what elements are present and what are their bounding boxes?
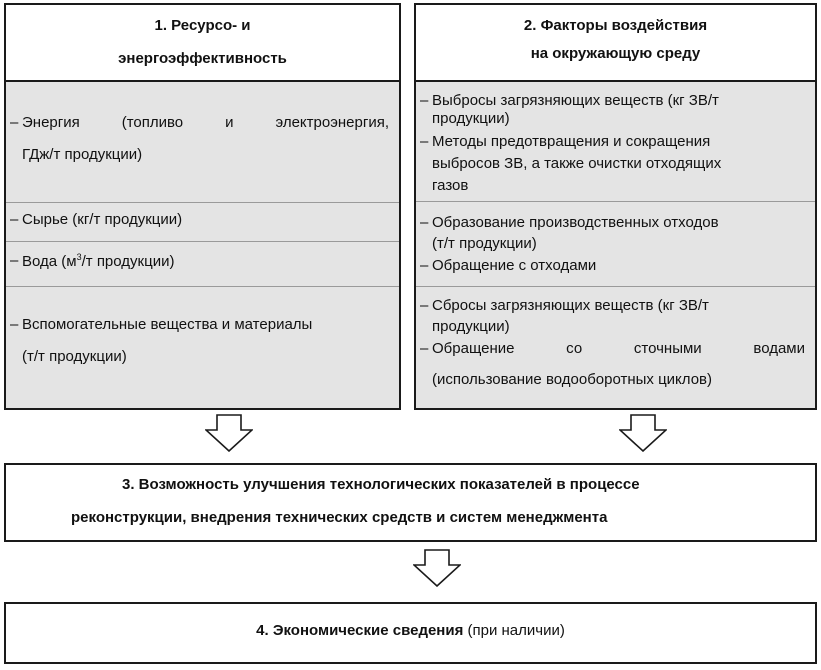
box1-title-line2: энергоэффективность [118, 50, 287, 67]
box3-line2: реконструкции, внедрения технических средств и систем менеджмента [71, 509, 608, 526]
methods-line3: газов [432, 177, 469, 194]
arrow-down-icon [413, 549, 461, 587]
energy-word2: (топливо [121, 114, 184, 131]
water-text [22, 252, 389, 270]
box1-item-aux [6, 286, 399, 411]
waste-handling: Обращение с отходами [432, 257, 597, 274]
dash: – [420, 92, 429, 109]
box1-item-raw [6, 202, 399, 242]
methods-line2: выбросов ЗВ, а также очистки отходящих [432, 155, 722, 172]
wastewater-word1: Обращение [432, 340, 515, 357]
energy-line2: ГДж/т продукции) [22, 146, 143, 163]
energy-line1 [22, 114, 389, 131]
box2-group-waste [416, 201, 815, 287]
methods-line1: Методы предотвращения и сокращения [432, 133, 711, 150]
box1-panel [4, 80, 401, 410]
wastewater-word2: со [566, 340, 583, 357]
water-post: /т продукции) [81, 253, 175, 270]
dash: – [420, 257, 429, 274]
water-sup: 3 [76, 252, 82, 262]
dash: – [10, 252, 19, 269]
raw-text: Сырье (кг/т продукции) [22, 211, 183, 228]
wastewater-word4: водами [753, 340, 805, 357]
box4-bold: 4. Экономические сведения [256, 622, 464, 639]
waste-line1: Образование производственных отходов [432, 214, 719, 231]
dash: – [10, 114, 19, 131]
aux-line2: (т/т продукции) [22, 348, 127, 365]
emissions-line1: Выбросы загрязняющих веществ (кг ЗВ/т [432, 92, 719, 109]
box2-title-line1: 2. Факторы воздействия [523, 17, 708, 34]
box1-header [4, 3, 401, 82]
box1-item-energy [6, 82, 399, 202]
dash: – [420, 340, 429, 357]
box3 [4, 463, 817, 542]
energy-word3: и [225, 114, 234, 131]
dash: – [10, 316, 19, 333]
water-pre: Вода (м [22, 253, 77, 270]
box2-group-discharges [416, 286, 815, 411]
box3-line1: 3. Возможность улучшения технологических показателей в процессе [122, 476, 640, 493]
dash: – [420, 133, 429, 150]
wastewater-line1 [432, 340, 805, 357]
emissions-line2: продукции) [432, 110, 510, 127]
aux-line1: Вспомогательные вещества и материалы [22, 316, 313, 333]
discharges-line1: Сбросы загрязняющих веществ (кг ЗВ/т [432, 297, 709, 314]
dash: – [10, 211, 19, 228]
box1-title-line1: 1. Ресурсо- и [154, 17, 251, 34]
discharges-line2: продукции) [432, 318, 510, 335]
box4-text [6, 622, 815, 639]
box4 [4, 602, 817, 664]
wastewater-word3: сточными [633, 340, 702, 357]
dash: – [420, 214, 429, 231]
dash: – [420, 297, 429, 314]
box2-title-line2: на окружающую среду [530, 45, 701, 62]
energy-word4: электроэнергия, [275, 114, 389, 131]
energy-word1: Энергия [22, 114, 80, 131]
box2-group-emissions [416, 82, 815, 201]
waste-line2: (т/т продукции) [432, 235, 537, 252]
arrow-down-icon [205, 414, 253, 452]
arrow-down-icon [619, 414, 667, 452]
wastewater-line2: (использование водооборотных циклов) [432, 371, 713, 388]
box2-header [414, 3, 817, 82]
box1-item-water [6, 241, 399, 287]
box4-normal: (при наличии) [463, 622, 565, 639]
box2-panel [414, 80, 817, 410]
